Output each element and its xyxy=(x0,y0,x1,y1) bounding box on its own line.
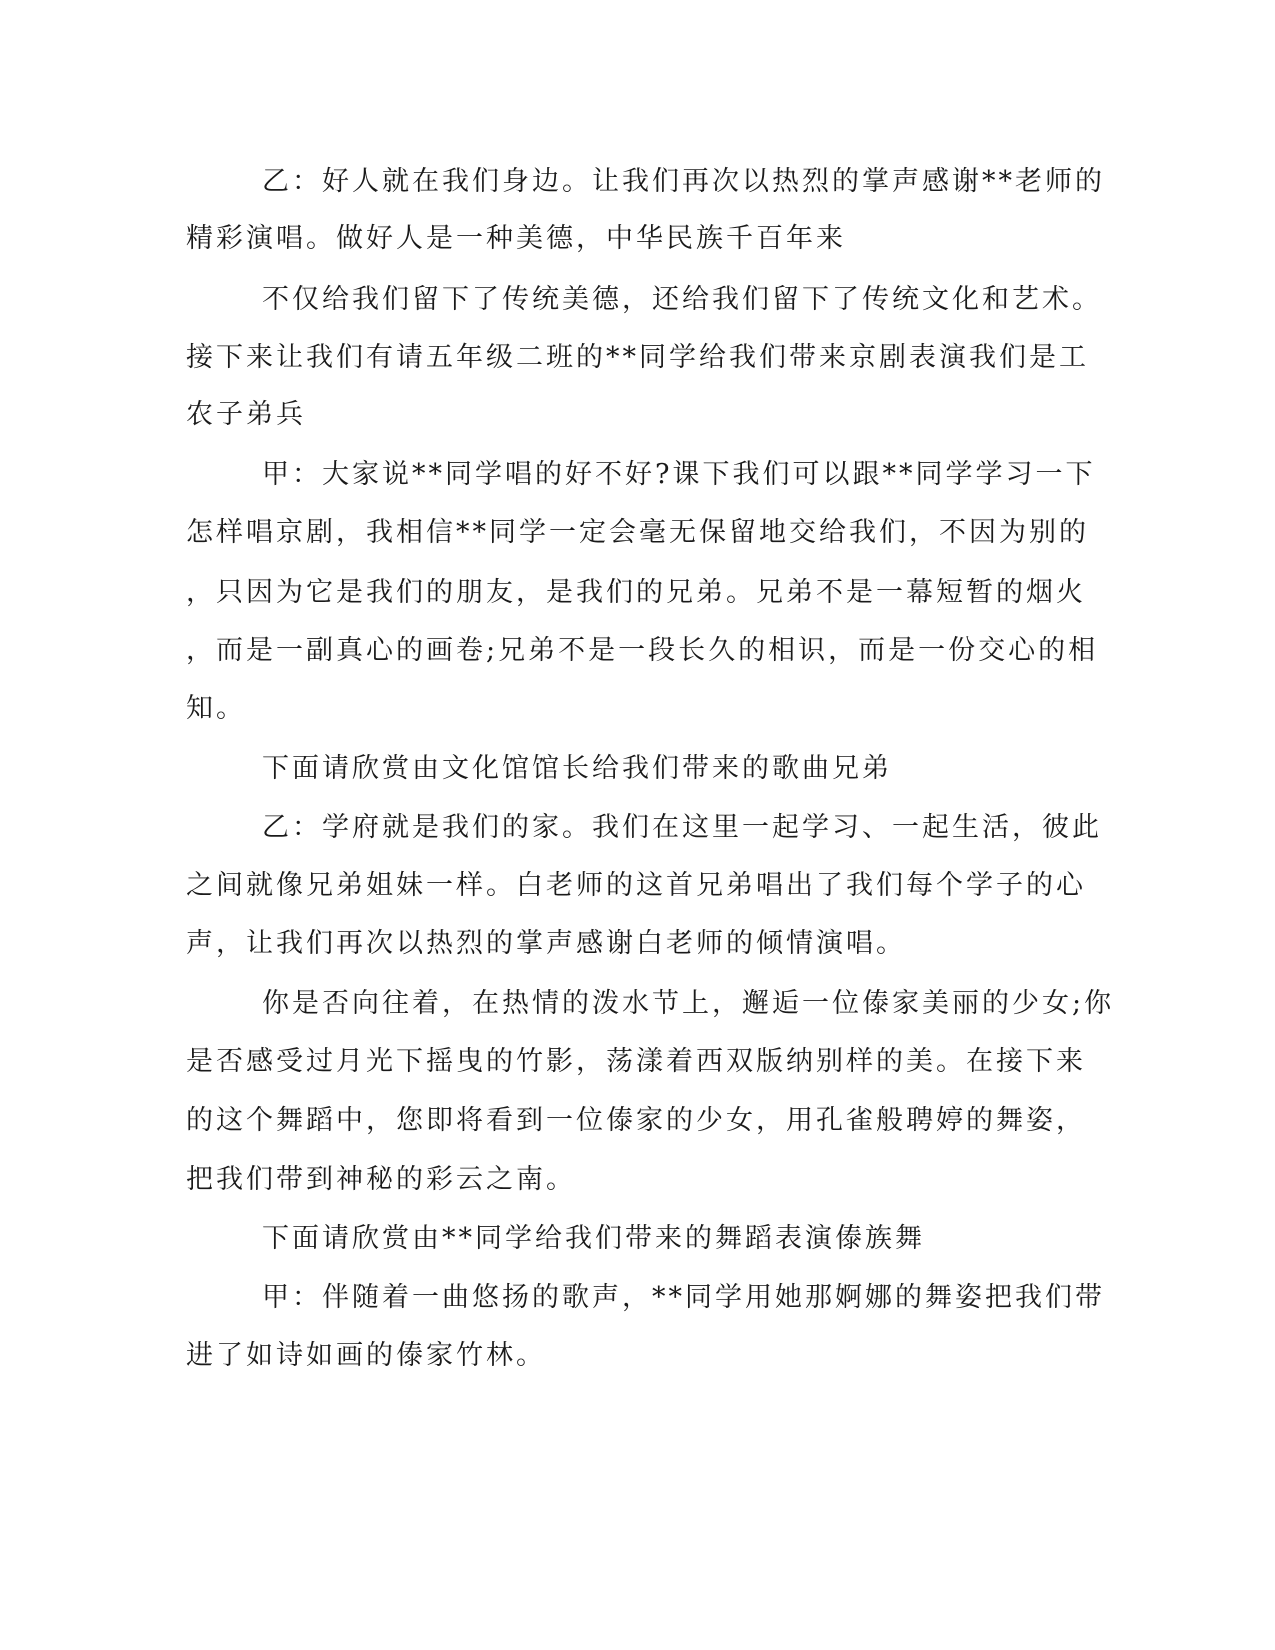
text-line: 下面请欣赏由文化馆馆长给我们带来的歌曲兄弟 xyxy=(262,753,892,784)
text-line: 甲：伴随着一曲悠扬的歌声，**同学用她那婀娜的舞姿把我们带 xyxy=(262,1282,1105,1313)
text-line: 进了如诗如画的傣家竹林。 xyxy=(186,1340,546,1371)
text-line: ，只因为它是我们的朋友，是我们的兄弟。兄弟不是一幕短暂的烟火 xyxy=(186,577,1086,608)
text-line: 知。 xyxy=(186,693,246,724)
text-line: 之间就像兄弟姐妹一样。白老师的这首兄弟唱出了我们每个学子的心 xyxy=(186,870,1086,901)
text-line: 接下来让我们有请五年级二班的**同学给我们带来京剧表演我们是工 xyxy=(186,342,1089,373)
text-line: 农子弟兵 xyxy=(186,399,306,430)
text-line: ，而是一副真心的画卷;兄弟不是一段长久的相识，而是一份交心的相 xyxy=(186,635,1099,666)
text-line: 你是否向往着，在热情的泼水节上，邂逅一位傣家美丽的少女;你 xyxy=(262,988,1115,1019)
text-line: 怎样唱京剧，我相信**同学一定会毫无保留地交给我们，不因为别的 xyxy=(186,517,1089,548)
text-line: 把我们带到神秘的彩云之南。 xyxy=(186,1164,576,1195)
text-line: 不仅给我们留下了传统美德，还给我们留下了传统文化和艺术。 xyxy=(262,284,1102,315)
text-line: 乙：好人就在我们身边。让我们再次以热烈的掌声感谢**老师的 xyxy=(262,166,1105,197)
text-line: 的这个舞蹈中，您即将看到一位傣家的少女，用孔雀般聘婷的舞姿， xyxy=(186,1105,1086,1136)
text-line: 甲：大家说**同学唱的好不好?课下我们可以跟**同学学习一下 xyxy=(262,459,1096,490)
text-line: 是否感受过月光下摇曳的竹影，荡漾着西双版纳别样的美。在接下来 xyxy=(186,1046,1086,1077)
text-line: 声，让我们再次以热烈的掌声感谢白老师的倾情演唱。 xyxy=(186,928,906,959)
text-line: 乙：学府就是我们的家。我们在这里一起学习、一起生活，彼此 xyxy=(262,812,1102,843)
text-line: 精彩演唱。做好人是一种美德，中华民族千百年来 xyxy=(186,223,846,254)
text-line: 下面请欣赏由**同学给我们带来的舞蹈表演傣族舞 xyxy=(262,1223,925,1254)
